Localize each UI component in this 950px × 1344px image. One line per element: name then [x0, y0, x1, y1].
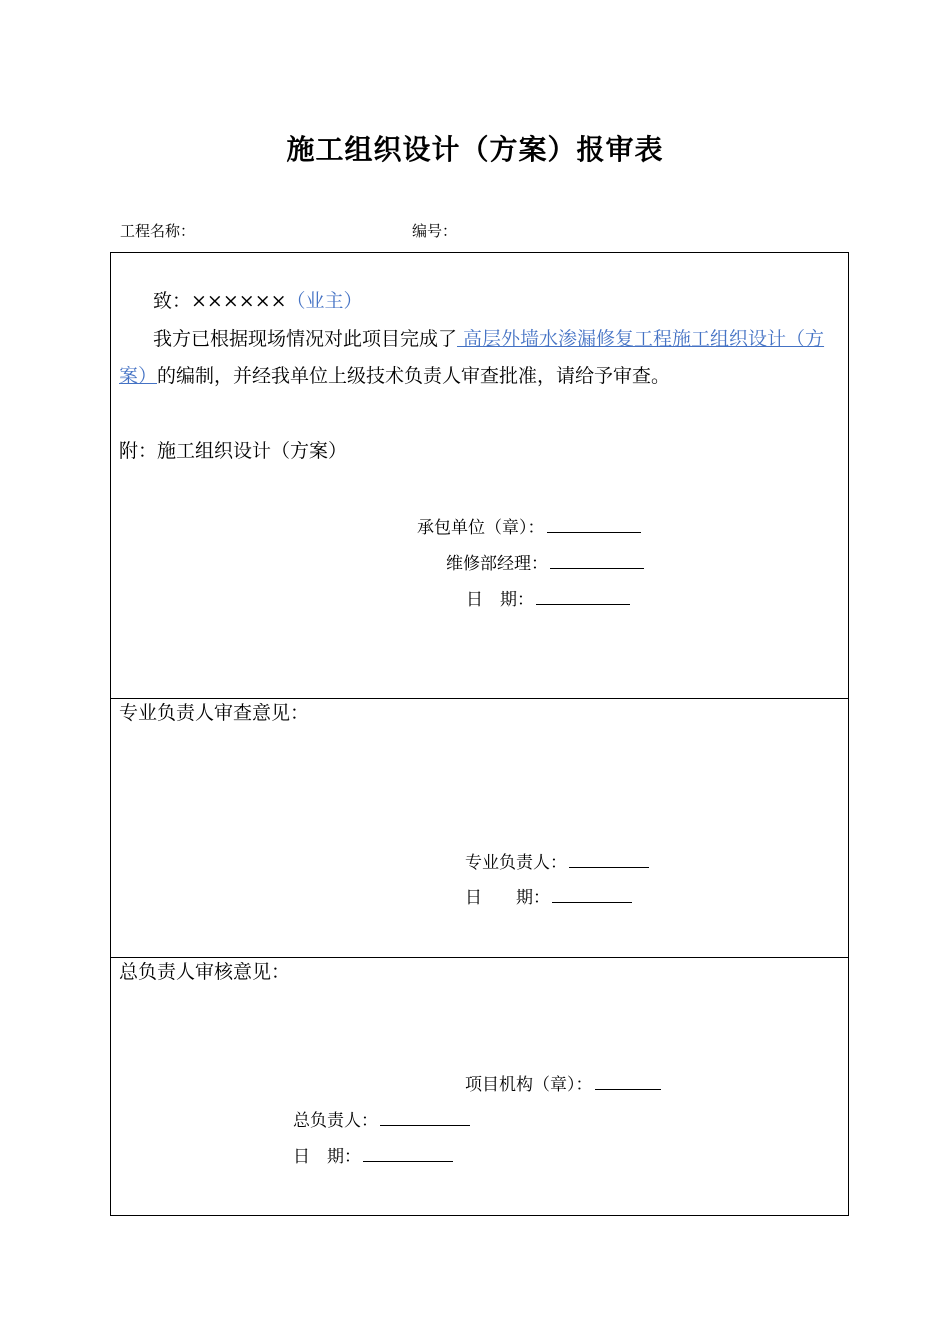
chief-label: 总负责人： [293, 1111, 378, 1131]
manager-label: 维修部经理： [446, 554, 548, 574]
chief-date-label: 日 期： [293, 1147, 361, 1167]
recipient-name: ×××××× [191, 290, 287, 312]
date-blank[interactable] [536, 588, 630, 605]
chief-review-heading: 总负责人审核意见： [119, 961, 291, 983]
manager-signature-line [446, 549, 644, 574]
submission-paragraph [119, 321, 845, 395]
body-text-post: 的编制，并经我单位上级技术负责人审查批准，请给予审查。 [157, 365, 671, 387]
code-label: 编号： [412, 222, 458, 240]
contractor-blank[interactable] [547, 516, 641, 533]
specialist-signature-line [465, 848, 649, 873]
recipient-line [153, 283, 363, 320]
attachment-line: 附：施工组织设计（方案） [119, 440, 348, 462]
chief-date-line [293, 1142, 453, 1167]
chief-date-blank[interactable] [363, 1145, 453, 1162]
org-label: 项目机构（章）： [465, 1075, 593, 1095]
date-signature-line [466, 585, 630, 610]
specialist-review-heading: 专业负责人审查意见： [119, 702, 310, 724]
specialist-date-line [465, 883, 632, 908]
specialist-date-label: 日 期： [465, 888, 550, 908]
date-label: 日 期： [466, 590, 534, 610]
contractor-signature-line [417, 513, 641, 538]
plan-name-link[interactable]: 高层外墙水渗漏修复工程施工组织设计（方案） [119, 328, 825, 387]
page-title: 施工组织设计（方案）报审表 [286, 133, 664, 166]
org-signature-line [465, 1070, 661, 1095]
manager-blank[interactable] [550, 552, 644, 569]
chief-signature-line [293, 1106, 470, 1131]
specialist-blank[interactable] [569, 851, 649, 868]
project-name-label: 工程名称： [120, 222, 196, 240]
specialist-date-blank[interactable] [552, 886, 632, 903]
body-text-pre: 我方已根据现场情况对此项目完成了 [153, 328, 458, 350]
recipient-role: （业主） [286, 290, 363, 312]
specialist-label: 专业负责人： [465, 853, 567, 873]
chief-blank[interactable] [380, 1109, 470, 1126]
org-blank[interactable] [595, 1073, 661, 1090]
contractor-label: 承包单位（章）： [417, 518, 545, 538]
to-label: 致： [153, 290, 192, 312]
approval-form-table [110, 252, 849, 1216]
